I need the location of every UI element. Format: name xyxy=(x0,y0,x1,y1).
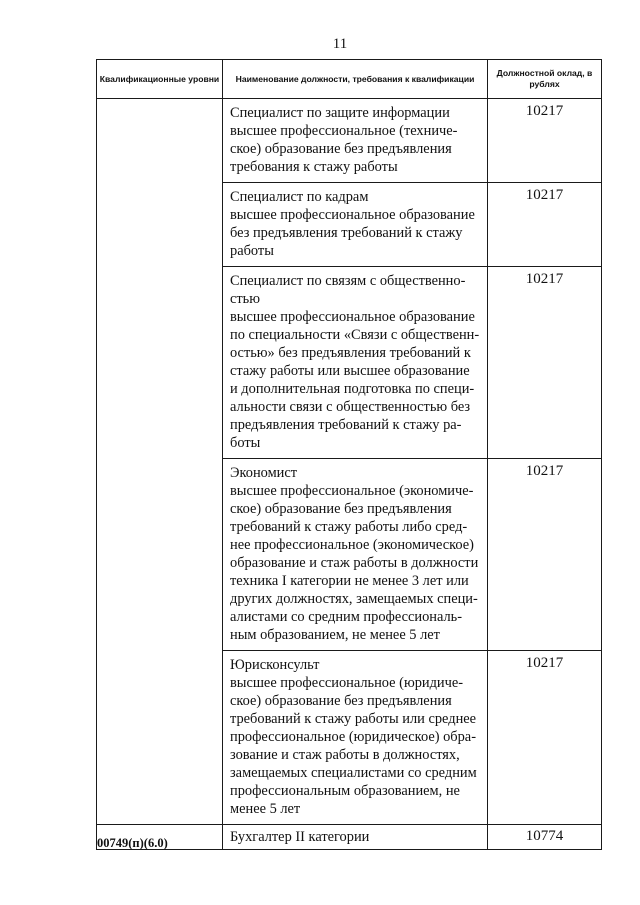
position-cell xyxy=(223,99,488,183)
position-cell xyxy=(223,825,488,850)
salary-cell: 10217 xyxy=(488,459,602,651)
position-title: Специалист по связям с общественно- стью xyxy=(230,273,466,307)
position-requirements: высшее профессиональное (экономиче- ское) образование без предъявления требований к стажу работы либо сред- нее профессиональное (экономическое) образование и стаж работы в должности техника I категории не менее 3 лет или других должностях, замещаемых специ- алистами со средним профессиональ- ным образованием, не менее 5 лет xyxy=(230,483,479,643)
header-salary: Должностной оклад, в рублях xyxy=(488,60,602,99)
position-title: Юрисконсульт xyxy=(230,657,320,673)
salary-cell: 10217 xyxy=(488,99,602,183)
page-number: 11 xyxy=(332,36,348,52)
positions-table xyxy=(96,59,602,850)
document-code: 00749(п)(6.0) xyxy=(97,836,168,850)
position-requirements: высшее профессиональное образование без предъявления требований к стажу работы xyxy=(230,207,475,259)
salary-cell: 10217 xyxy=(488,651,602,825)
salary-cell: 10774 xyxy=(488,825,602,850)
salary-cell: 10217 xyxy=(488,183,602,267)
position-cell xyxy=(223,267,488,459)
salary-cell: 10217 xyxy=(488,267,602,459)
table-row xyxy=(97,99,602,183)
table-row xyxy=(97,825,602,850)
position-cell xyxy=(223,651,488,825)
position-title: Бухгалтер II категории xyxy=(230,829,370,845)
position-title: Специалист по кадрам xyxy=(230,189,369,205)
header-position-requirements: Наименование должности, требования к квалификации xyxy=(223,60,488,99)
table-header-row xyxy=(97,60,602,99)
position-requirements: высшее профессиональное (юридиче- ское) образование без предъявления требований к стажу работы или среднее профессиональное (юридическое) обра- зование и стаж работы в должностях, замещаемых специалистами со средним профессиональным образованием, не менее 5 лет xyxy=(230,675,477,817)
position-cell xyxy=(223,183,488,267)
position-requirements: высшее профессиональное (техниче- ское) образование без предъявления требования к стажу работы xyxy=(230,123,458,175)
position-cell xyxy=(223,459,488,651)
position-title: Специалист по защите информации xyxy=(230,105,450,121)
position-title: Экономист xyxy=(230,465,298,481)
position-requirements: высшее профессиональное образование по специальности «Связи с общественн- остью» без предъявления требований к стажу работы или высшее образование и дополнительная подготовка по специ- альности связи с общественностью без предъявления требований к стажу ра- боты xyxy=(230,309,480,451)
qualification-level-cell xyxy=(97,99,223,825)
header-qualification-levels: Квалификационные уровни xyxy=(97,60,223,99)
